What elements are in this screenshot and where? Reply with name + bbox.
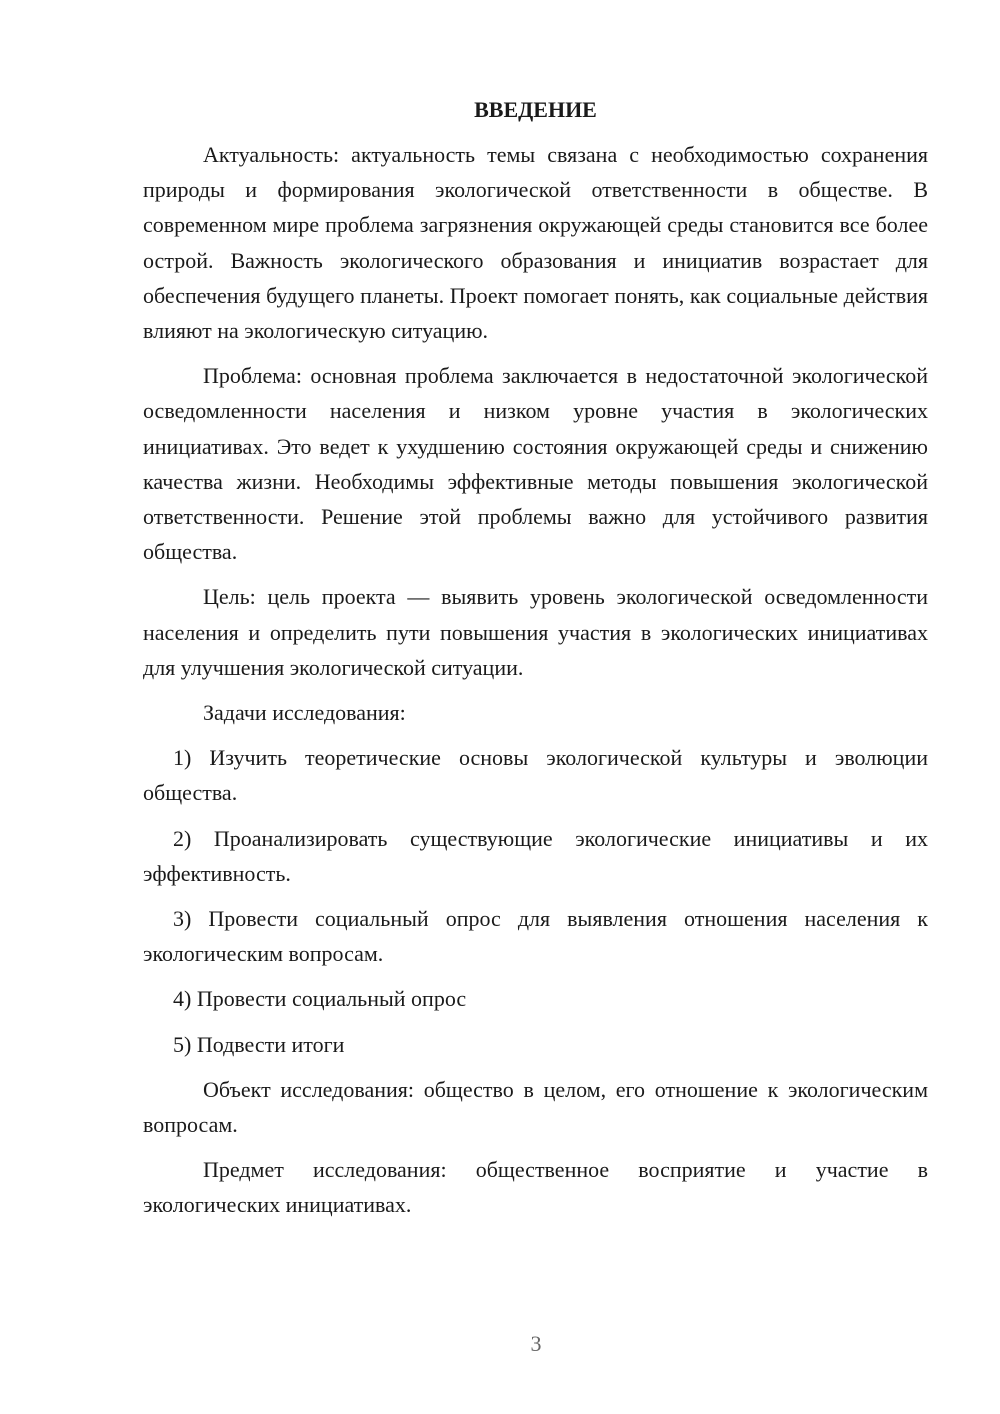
subject-paragraph: Предмет исследования: общественное восприятие и участие в экологических инициативах. (143, 1157, 928, 1218)
goal-paragraph: Цель: цель проекта — выявить уровень экологической осведомленности населения и определить пути повышения участия в экологических инициативах для улучшения экологической ситуации. (143, 584, 928, 680)
object-paragraph: Объект исследования: общество в целом, его отношение к экологическим вопросам. (143, 1076, 928, 1138)
relevance-paragraph: Актуальность: актуальность темы связана с необходимостью сохранения природы и формирования экологической ответственности в обществе. В современном мире проблема загрязнения окружающей среды становится все более острой. Важность экологического образования и инициатив возрастает для обеспечения будущего планеты. Проект помогает понять, как социальные действия влияют на экологическую ситуацию. (143, 142, 928, 344)
task-item: 2) Проанализировать существующие экологические инициативы и их эффективность. (143, 825, 928, 886)
page-number: 3 (530, 1331, 542, 1356)
section-title: ВВЕДЕНИЕ (474, 97, 597, 122)
problem-paragraph: Проблема: основная проблема заключается в недостаточной экологической осведомленности населения и низком уровне участия в экологических инициативах. Это ведет к ухудшению состояния окружающей среды и снижению качества жизни. Необходимы эффективные методы повышения экологической ответственности. Решение этой проблемы важно для устойчивого развития общества. (143, 363, 928, 565)
task-item: 3) Провести социальный опрос для выявления отношения населения к экологическим вопросам. (143, 906, 928, 967)
tasks-heading: Задачи исследования: (203, 700, 406, 726)
task-item: 1) Изучить теоретические основы экологической культуры и эволюции общества. (143, 745, 928, 806)
task-item: 5) Подвести итоги (173, 1031, 345, 1057)
task-item: 4) Провести социальный опрос (173, 986, 467, 1012)
document-page (143, 92, 928, 1223)
